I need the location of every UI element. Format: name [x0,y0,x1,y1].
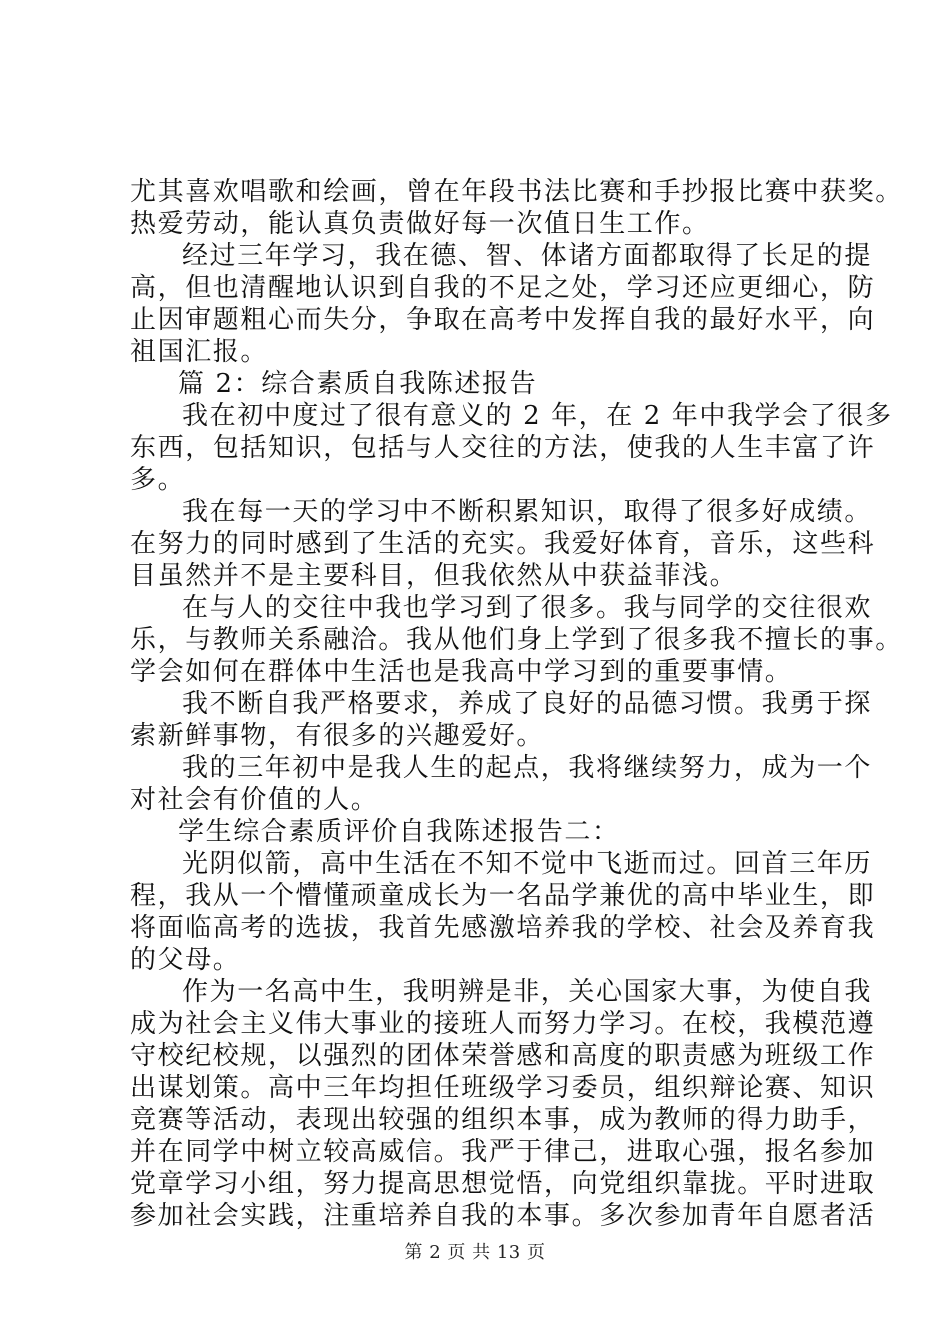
text-line: 我不断自我严格要求，养成了良好的品德习惯。我勇于探 [182,689,873,719]
section-heading: 学生综合素质评价自我陈述报告二： [178,817,620,847]
text-line: 出谋划策。高中三年均担任班级学习委员，组织辩论赛、知识 [130,1073,876,1103]
text-line: 将面临高考的选拔，我首先感激培养我的学校、社会及养育我 [130,913,876,943]
text-line: 并在同学中树立较高威信。我严于律己，进取心强，报名参加 [130,1137,876,1167]
text-line: 高，但也清醒地认识到自我的不足之处，学习还应更细心，防 [130,273,876,303]
text-line: 东西，包括知识，包括与人交往的方法，使我的人生丰富了许 [130,433,876,463]
text-line: 尤其喜欢唱歌和绘画，曾在年段书法比赛和手抄报比赛中获奖。 [130,177,903,207]
text-line: 多。 [130,465,186,495]
section-heading: 篇 2：综合素质自我陈述报告 [178,369,538,399]
text-line: 目虽然并不是主要科目，但我依然从中获益菲浅。 [130,561,738,591]
text-line: 在与人的交往中我也学习到了很多。我与同学的交往很欢 [182,593,873,623]
page-number-footer: 第 2 页 共 13 页 [404,1242,546,1263]
text-line: 光阴似箭，高中生活在不知不觉中飞逝而过。回首三年历 [182,849,873,879]
text-line: 祖国汇报。 [130,337,269,367]
text-line: 止因审题粗心而失分，争取在高考中发挥自我的最好水平，向 [130,305,876,335]
text-line: 热爱劳动，能认真负责做好每一次值日生工作。 [130,209,710,239]
text-line: 经过三年学习，我在德、智、体诸方面都取得了长足的提 [182,241,873,271]
text-line: 乐，与教师关系融洽。我从他们身上学到了很多我不擅长的事。 [130,625,903,655]
text-line: 守校纪校规，以强烈的团体荣誉感和高度的职责感为班级工作 [130,1041,876,1071]
text-line: 竞赛等活动，表现出较强的组织本事，成为教师的得力助手， [130,1105,876,1135]
text-line: 索新鲜事物，有很多的兴趣爱好。 [130,721,545,751]
text-line: 党章学习小组，努力提高思想觉悟，向党组织靠拢。平时进取 [130,1169,876,1199]
text-line: 在努力的同时感到了生活的充实。我爱好体育，音乐，这些科 [130,529,876,559]
text-line: 我在初中度过了很有意义的 2 年，在 2 年中我学会了很多 [182,401,893,431]
text-line: 我在每一天的学习中不断积累知识，取得了很多好成绩。 [182,497,873,527]
text-line: 作为一名高中生，我明辨是非，关心国家大事，为使自我 [182,977,873,1007]
text-line: 对社会有价值的人。 [130,785,379,815]
text-line: 的父母。 [130,945,241,975]
text-line: 成为社会主义伟大事业的接班人而努力学习。在校，我模范遵 [130,1009,876,1039]
text-line: 学会如何在群体中生活也是我高中学习到的重要事情。 [130,657,793,687]
text-line: 我的三年初中是我人生的起点，我将继续努力，成为一个 [182,753,873,783]
text-line: 参加社会实践，注重培养自我的本事。多次参加青年自愿者活 [130,1201,876,1231]
text-line: 程，我从一个懵懂顽童成长为一名品学兼优的高中毕业生，即 [130,881,876,911]
